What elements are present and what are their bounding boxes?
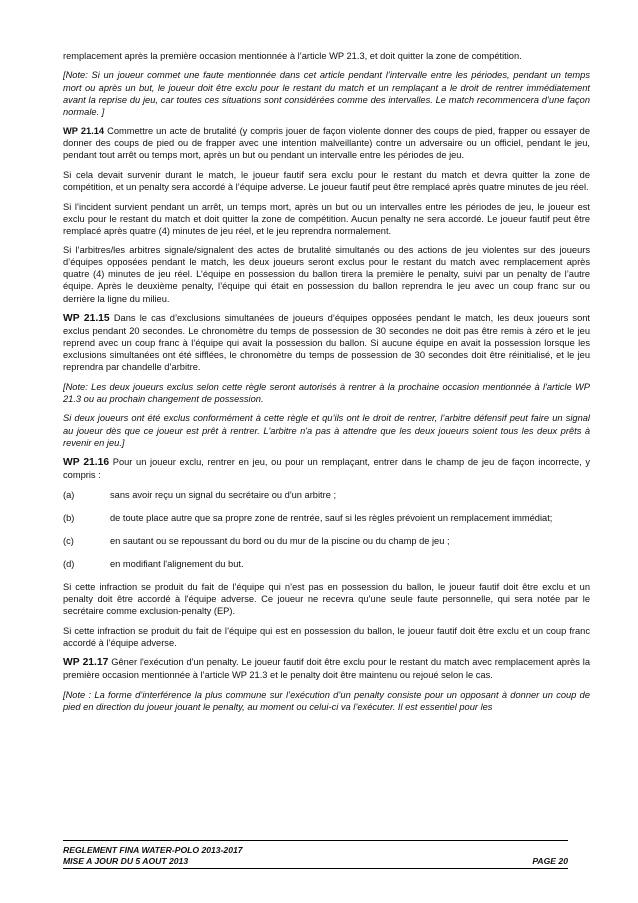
list-item-text: sans avoir reçu un signal du secrétaire ou d'un arbitre ;	[110, 489, 337, 500]
rule-reference: WP 21.16	[63, 457, 110, 469]
paragraph: Si cette infraction se produit du fait de l’équipe qui est en possession du ballon, le joueur fautif doit être exclu et un coup franc accordé à l’équipe adverse.	[63, 625, 590, 648]
list-item-text: de toute place autre que sa propre zone de rentrée, sauf si les règles prévoient un remplacement immédiat;	[110, 512, 553, 523]
note-paragraph: [Note: Les deux joueurs exclus selon cette règle seront autorisés à rentrer à la prochaine occasion mentionnée à l'article WP 21.3 ou au prochain changement de possession.	[63, 381, 590, 404]
footer-update-date: MISE A JOUR DU 5 AOUT 2013	[63, 856, 189, 866]
rule-paragraph-21-14	[63, 125, 590, 161]
paragraph: remplacement après la première occasion mentionnée à l’article WP 21.3, et doit quitter la zone de compétition.	[63, 51, 522, 61]
list-item-label: (b)	[63, 512, 75, 523]
list-item	[63, 535, 590, 547]
note-paragraph: Si deux joueurs ont été exclus conformément à cette règle et qu’ils ont le droit de rentrer, l’arbitre défensif peut faire un signal au joueur dès que ce joueur est prêt à rentrer. L'arbitre n'a pas à attendre que les deux joueurs soient tous les deux prêts à revenir en jeu.]	[63, 413, 590, 448]
paragraph: Si cette infraction se produit du fait de l’équipe qui n’est pas en possession du ballon, le joueur fautif doit être exclu et un penalty doit être accordé à l'équipe adverse. Ce joueur ne recevra qu’une seule faute personnelle, qui sera notée par le secrétaire comme exclusion-penalty (EP).	[63, 582, 590, 617]
footer-title: REGLEMENT FINA WATER-POLO 2013-2017	[63, 845, 243, 855]
page-number: PAGE 20	[532, 856, 568, 866]
rule-reference: WP 21.14	[63, 126, 105, 137]
list-item-label: (c)	[63, 535, 74, 546]
rule-text: Dans le cas d’exclusions simultanées de joueurs d’équipes opposées pendant le match, les deux joueurs sont exclus pendant 20 secondes. Le chronomètre du temps de possession de 30 secondes ne doit pas être remis à zéro et le jeu reprend avec un coup franc à l’équipe qui avait la possession du ballon. Si aucune équipe en avait la possession lorsque les exclusions simultanées ont été sifflées, le chronomètre du temps de possession de 30 secondes doit être réinitialisé, et le jeu reprendra par chandelle d’arbitre.	[63, 313, 591, 373]
rule-text: Gêner l'exécution d'un penalty. Le joueur fautif doit être exclu pour le restant du match avec remplacement après la première occasion mentionnée à l’article WP 21.3 et le penalty doit être maintenu ou rejoué selon le cas.	[63, 657, 590, 681]
list-item	[63, 489, 590, 501]
page-footer	[63, 840, 568, 869]
rule-paragraph-21-15	[63, 312, 590, 373]
paragraph: Si cela devait survenir durant le match, le joueur fautif sera exclu pour le restant du match et devra quitter la zone de compétition, et un penalty sera accordé à l’équipe adverse. Le joueur fautif peut être remplacé après quatre minutes de jeu réel.	[63, 169, 590, 193]
list-item	[63, 512, 590, 524]
paragraph: Si l’incident survient pendant un arrêt, un temps mort, après un but ou un intervalles entre les périodes de jeu, le joueur est exclu pour le restant du match et doit quitter la zone de compétition. Aucun penalty ne sera accordé. Le joueur fautif peut être remplacé après quatre (4) minutes de jeu réel, et le jeu reprendra normalement.	[63, 201, 590, 236]
rule-text: Commettre un acte de brutalité (y compris jouer de façon violente donner des coups de pied, frapper ou essayer de donner des coups de pied ou de frapper avec une intention malveillante) contre un adversaire ou un officiel, pendant le jeu, pendant tout arrêt ou temps mort, après un but ou pendant un intervalle entre les périodes de jeu.	[63, 126, 591, 161]
rule-text: Pour un joueur exclu, rentrer en jeu, ou pour un remplaçant, entrer dans le champ de jeu de façon incorrecte, y compris :	[63, 457, 590, 481]
paragraph: Si l’arbitres/les arbitres signale/signalent des actes de brutalité simultanés ou des actions de jeu violentes sur des joueurs d’équipes opposées pendant le match, les deux joueurs seront exclus pour le restant du match avec remplacement après quatre (4) minutes de jeu réel. L’équipe en possession du ballon tirera la première le penalty, suivi par un penalty de l’autre équipe. Après le deuxième penalty, l’équipe qui était en possession du ballon reprendra le jeu avec un coup franc sur ou derrière la ligne du milieu.	[63, 245, 590, 304]
list-item-label: (a)	[63, 489, 75, 500]
page-body	[63, 50, 590, 721]
note-paragraph: [Note : La forme d’interférence la plus commune sur l’exécution d’un penalty consiste pour un opposant à donner un coup de pied en direction du joueur jouant le penalty, au moment ou celui-ci va l’exécuter. Il est essentiel pour les	[63, 689, 590, 713]
list-item-text: en modifiant l'alignement du but.	[110, 559, 244, 569]
note-paragraph: [Note: Si un joueur commet une faute mentionnée dans cet article pendant l’intervalle entre les périodes, pendant un temps mort ou après un but, le joueur doit être exclu pour le restant du match et un remplaçant a le droit de rentrer immédiatement avant la reprise du jeu, car toutes ces situations sont considérées comme des intervalles. Le match recommencera d’une façon normale. ]	[63, 70, 590, 117]
list-item-label: (d)	[63, 559, 75, 569]
list-item-text: en sautant ou se repoussant du bord ou du mur de la piscine ou du champ de jeu ;	[110, 535, 450, 546]
footer-line	[63, 856, 568, 869]
rule-paragraph-21-16	[63, 456, 590, 481]
rule-reference: WP 21.15	[63, 313, 110, 325]
rule-paragraph-21-17	[63, 656, 590, 681]
list-item	[63, 558, 590, 570]
rule-reference: WP 21.17	[63, 657, 109, 669]
